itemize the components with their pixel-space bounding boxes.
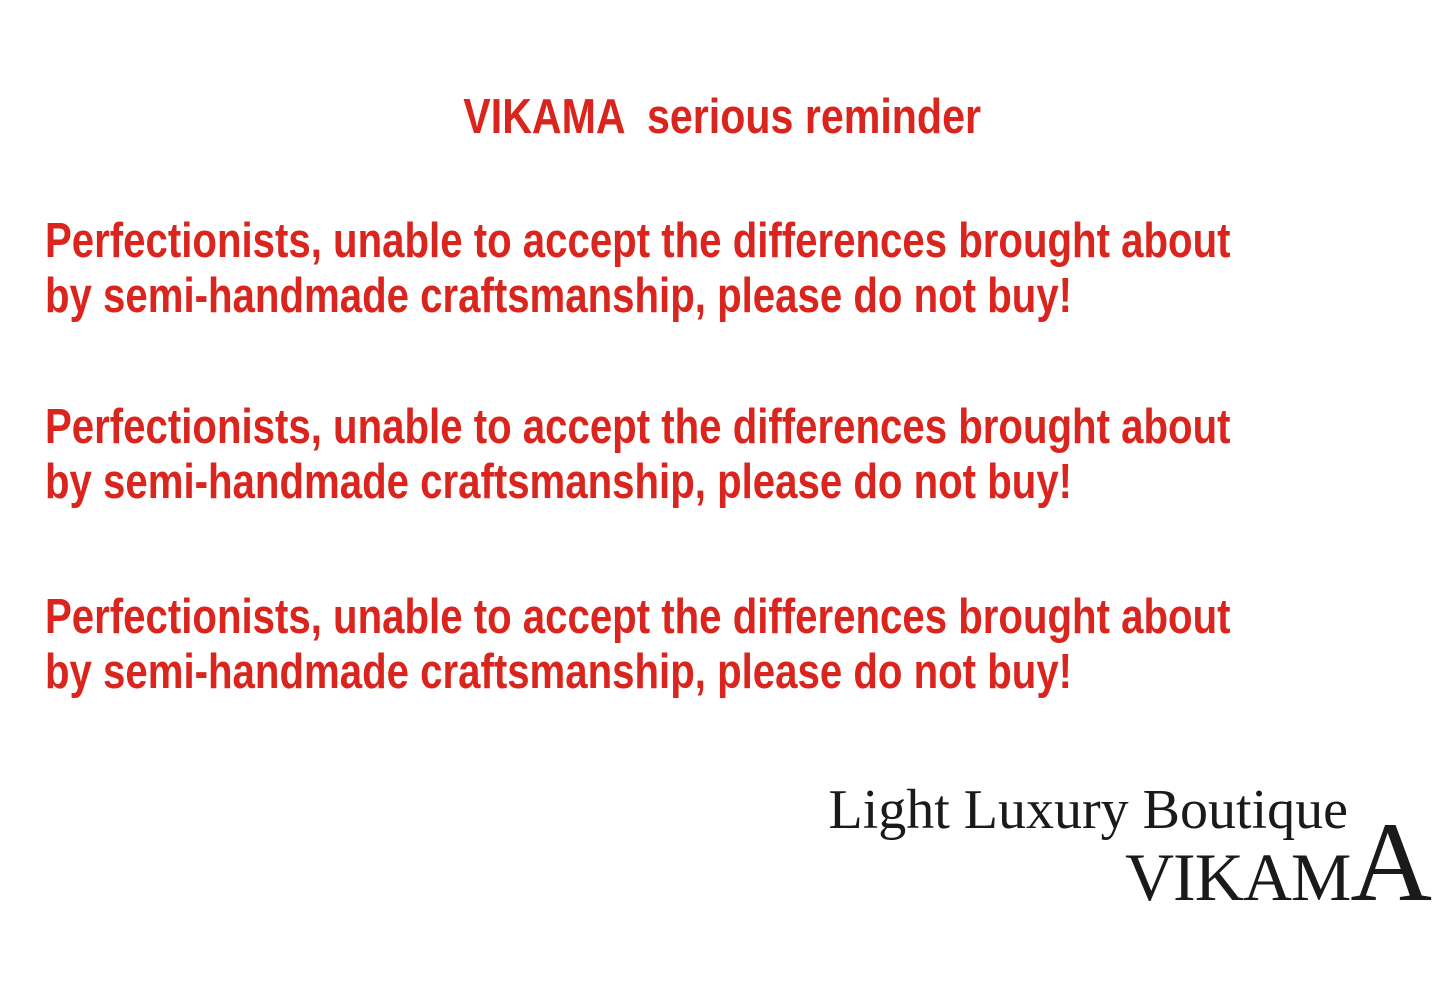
page-title: VIKAMA serious reminder bbox=[463, 90, 982, 144]
brand-name-prefix: VIKAM bbox=[1124, 839, 1351, 915]
warning-line-2: by semi-handmade craftsmanship, please do not buy! bbox=[45, 455, 1073, 509]
warning-line-1: Perfectionists, unable to accept the differences brought about bbox=[45, 400, 1231, 454]
warning-line-2: by semi-handmade craftsmanship, please do not buy! bbox=[45, 645, 1073, 699]
brand-name-accent-letter: A bbox=[1350, 800, 1432, 925]
warning-paragraph-2 bbox=[45, 400, 1445, 510]
warning-line-1: Perfectionists, unable to accept the differences brought about bbox=[45, 590, 1231, 644]
warning-paragraph-3 bbox=[45, 590, 1445, 700]
warning-paragraph-1 bbox=[45, 214, 1445, 324]
title-row bbox=[0, 90, 1445, 156]
brand-tagline: Light Luxury Boutique bbox=[828, 779, 1348, 841]
warning-line-1: Perfectionists, unable to accept the differences brought about bbox=[45, 214, 1231, 268]
warning-line-2: by semi-handmade craftsmanship, please do not buy! bbox=[45, 269, 1073, 323]
brand-name bbox=[1124, 800, 1432, 925]
